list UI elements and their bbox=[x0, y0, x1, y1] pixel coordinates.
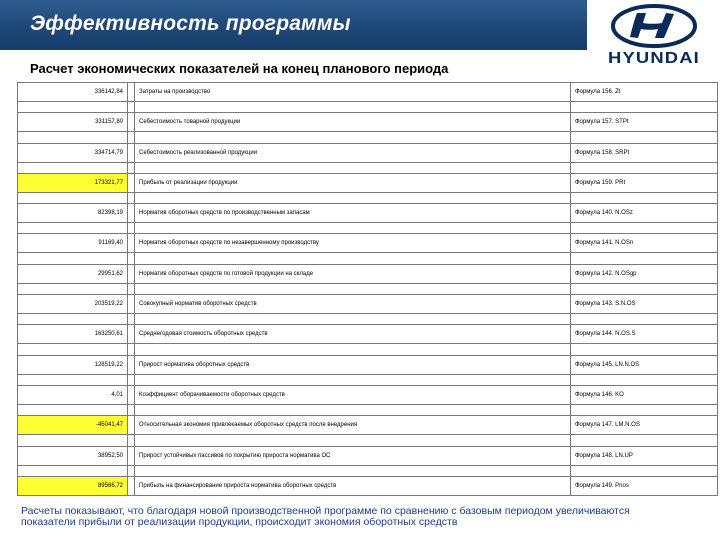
row-description: Норматив оборотных средств по производственным запасам bbox=[135, 204, 571, 223]
table-subtitle: Расчет экономических показателей на конец планового периода bbox=[30, 61, 449, 76]
row-gap-cell bbox=[128, 204, 135, 223]
spacer-cell bbox=[135, 162, 571, 173]
table-row bbox=[18, 113, 718, 132]
row-value: 89566,72 bbox=[18, 476, 128, 495]
row-value: 128519,22 bbox=[18, 355, 128, 374]
spacer-cell bbox=[128, 223, 135, 234]
spacer-cell bbox=[571, 374, 718, 385]
table-row bbox=[18, 234, 718, 253]
row-description: Среднегодовая стоимость оборотных средств bbox=[135, 325, 571, 344]
row-value: 4,01 bbox=[18, 385, 128, 404]
row-gap-cell bbox=[128, 264, 135, 283]
table-spacer-row bbox=[18, 253, 718, 264]
spacer-cell bbox=[18, 102, 128, 113]
row-description: Совокупный норматив оборотных средств bbox=[135, 295, 571, 314]
spacer-cell bbox=[18, 344, 128, 355]
table-row bbox=[18, 325, 718, 344]
table-spacer-row bbox=[18, 404, 718, 415]
row-gap-cell bbox=[128, 476, 135, 495]
row-formula: Формула 141. N.OSn bbox=[571, 234, 718, 253]
spacer-cell bbox=[571, 283, 718, 294]
spacer-cell bbox=[571, 344, 718, 355]
row-formula: Формула 140. N.OSz bbox=[571, 204, 718, 223]
row-gap-cell bbox=[128, 446, 135, 465]
spacer-cell bbox=[18, 374, 128, 385]
spacer-cell bbox=[135, 435, 571, 446]
spacer-cell bbox=[571, 192, 718, 203]
row-description: Себестоимость реализованной продукции bbox=[135, 143, 571, 162]
spacer-cell bbox=[18, 162, 128, 173]
table-row bbox=[18, 83, 718, 102]
spacer-cell bbox=[18, 435, 128, 446]
row-gap-cell bbox=[128, 173, 135, 192]
row-gap-cell bbox=[128, 234, 135, 253]
spacer-cell bbox=[128, 192, 135, 203]
row-value: 82398,19 bbox=[18, 204, 128, 223]
spacer-cell bbox=[128, 132, 135, 143]
spacer-cell bbox=[128, 344, 135, 355]
table-spacer-row bbox=[18, 102, 718, 113]
table-spacer-row bbox=[18, 283, 718, 294]
row-formula: Формула 146. KO bbox=[571, 385, 718, 404]
spacer-cell bbox=[135, 465, 571, 476]
spacer-cell bbox=[135, 253, 571, 264]
spacer-cell bbox=[135, 344, 571, 355]
row-description: Прирост устойчивых пассивов по покрытию прироста норматива ОС bbox=[135, 446, 571, 465]
row-gap-cell bbox=[128, 416, 135, 435]
header-bar bbox=[0, 0, 587, 50]
spacer-cell bbox=[128, 102, 135, 113]
row-value: 38952,50 bbox=[18, 446, 128, 465]
row-value: 91169,40 bbox=[18, 234, 128, 253]
hyundai-logo-icon bbox=[610, 4, 698, 48]
spacer-cell bbox=[128, 465, 135, 476]
table-row bbox=[18, 264, 718, 283]
spacer-cell bbox=[135, 374, 571, 385]
spacer-cell bbox=[18, 465, 128, 476]
table-row bbox=[18, 476, 718, 495]
row-value: 173321,77 bbox=[18, 173, 128, 192]
row-formula: Формула 149. Pnos bbox=[571, 476, 718, 495]
spacer-cell bbox=[571, 404, 718, 415]
table-spacer-row bbox=[18, 465, 718, 476]
spacer-cell bbox=[18, 132, 128, 143]
row-value: 163250,61 bbox=[18, 325, 128, 344]
table-row bbox=[18, 446, 718, 465]
spacer-cell bbox=[135, 283, 571, 294]
spacer-cell bbox=[571, 223, 718, 234]
row-gap-cell bbox=[128, 385, 135, 404]
brand-wordmark: HYUNDAI bbox=[608, 50, 700, 67]
spacer-cell bbox=[128, 283, 135, 294]
row-value: 331157,80 bbox=[18, 113, 128, 132]
row-value: -45041,47 bbox=[18, 416, 128, 435]
spacer-cell bbox=[18, 404, 128, 415]
table-spacer-row bbox=[18, 435, 718, 446]
spacer-cell bbox=[571, 314, 718, 325]
row-description: Коэффициент оборачиваемости оборотных средств bbox=[135, 385, 571, 404]
row-gap-cell bbox=[128, 355, 135, 374]
row-value: 336142,84 bbox=[18, 83, 128, 102]
spacer-cell bbox=[18, 192, 128, 203]
spacer-cell bbox=[128, 374, 135, 385]
table-spacer-row bbox=[18, 132, 718, 143]
table-row bbox=[18, 385, 718, 404]
spacer-cell bbox=[135, 102, 571, 113]
row-value: 334714,79 bbox=[18, 143, 128, 162]
spacer-cell bbox=[571, 132, 718, 143]
table-row bbox=[18, 173, 718, 192]
row-formula: Формула 142. N.OSgp bbox=[571, 264, 718, 283]
spacer-cell bbox=[135, 192, 571, 203]
row-description: Норматив оборотных средств по готовой продукции на складе bbox=[135, 264, 571, 283]
spacer-cell bbox=[571, 435, 718, 446]
table-row bbox=[18, 416, 718, 435]
conclusion-line-2: показатели прибыли от реализации продукции, происходит экономия оборотных средств bbox=[21, 515, 458, 528]
spacer-cell bbox=[135, 132, 571, 143]
spacer-cell bbox=[135, 404, 571, 415]
hyundai-logo bbox=[594, 4, 714, 72]
spacer-cell bbox=[18, 314, 128, 325]
table-row bbox=[18, 295, 718, 314]
spacer-cell bbox=[135, 223, 571, 234]
table-spacer-row bbox=[18, 162, 718, 173]
row-formula: Формула 144. N.OS.S bbox=[571, 325, 718, 344]
spacer-cell bbox=[18, 283, 128, 294]
table-spacer-row bbox=[18, 344, 718, 355]
row-gap-cell bbox=[128, 113, 135, 132]
conclusion-line-1: Расчеты показывают, что благодаря новой производственной программе по сравнению с базовым периодом увеличиваются bbox=[21, 505, 630, 517]
row-description: Себестоимость товарной продукции bbox=[135, 113, 571, 132]
row-formula: Формула 158. SRPt bbox=[571, 143, 718, 162]
table-spacer-row bbox=[18, 192, 718, 203]
row-description: Норматив оборотных средств по незавершенному производству bbox=[135, 234, 571, 253]
row-gap-cell bbox=[128, 325, 135, 344]
spacer-cell bbox=[128, 404, 135, 415]
row-formula: Формула 156. Zt bbox=[571, 83, 718, 102]
row-gap-cell bbox=[128, 143, 135, 162]
table-spacer-row bbox=[18, 223, 718, 234]
row-description: Прирост норматива оборотных средств bbox=[135, 355, 571, 374]
row-value: 29951,62 bbox=[18, 264, 128, 283]
table-spacer-row bbox=[18, 374, 718, 385]
row-formula: Формула 148. LN.UP bbox=[571, 446, 718, 465]
row-formula: Формула 143. S.N.OS bbox=[571, 295, 718, 314]
indicators-table bbox=[17, 82, 718, 496]
spacer-cell bbox=[571, 253, 718, 264]
spacer-cell bbox=[18, 223, 128, 234]
row-description: Прибыль от реализации продукции bbox=[135, 173, 571, 192]
spacer-cell bbox=[135, 314, 571, 325]
conclusion-text bbox=[21, 506, 711, 527]
spacer-cell bbox=[571, 465, 718, 476]
spacer-cell bbox=[128, 435, 135, 446]
spacer-cell bbox=[128, 314, 135, 325]
table-row bbox=[18, 204, 718, 223]
row-description: Затраты на производство bbox=[135, 83, 571, 102]
spacer-cell bbox=[571, 162, 718, 173]
row-formula: Формула 159. PRt bbox=[571, 173, 718, 192]
table-row bbox=[18, 355, 718, 374]
row-description: Относительная экономия привлекаемых оборотных средств после внедрения bbox=[135, 416, 571, 435]
row-description: Прибыль на финансирование прироста норматива оборотных средств bbox=[135, 476, 571, 495]
row-formula: Формула 157. STPt bbox=[571, 113, 718, 132]
row-formula: Формула 145. LN.N.OS bbox=[571, 355, 718, 374]
spacer-cell bbox=[571, 102, 718, 113]
page-title: Эффективность программы bbox=[30, 12, 351, 35]
spacer-cell bbox=[128, 162, 135, 173]
row-value: 203519,22 bbox=[18, 295, 128, 314]
row-gap-cell bbox=[128, 295, 135, 314]
row-gap-cell bbox=[128, 83, 135, 102]
table-spacer-row bbox=[18, 314, 718, 325]
table-row bbox=[18, 143, 718, 162]
spacer-cell bbox=[18, 253, 128, 264]
spacer-cell bbox=[128, 253, 135, 264]
row-formula: Формула 147. LM.N.OS bbox=[571, 416, 718, 435]
